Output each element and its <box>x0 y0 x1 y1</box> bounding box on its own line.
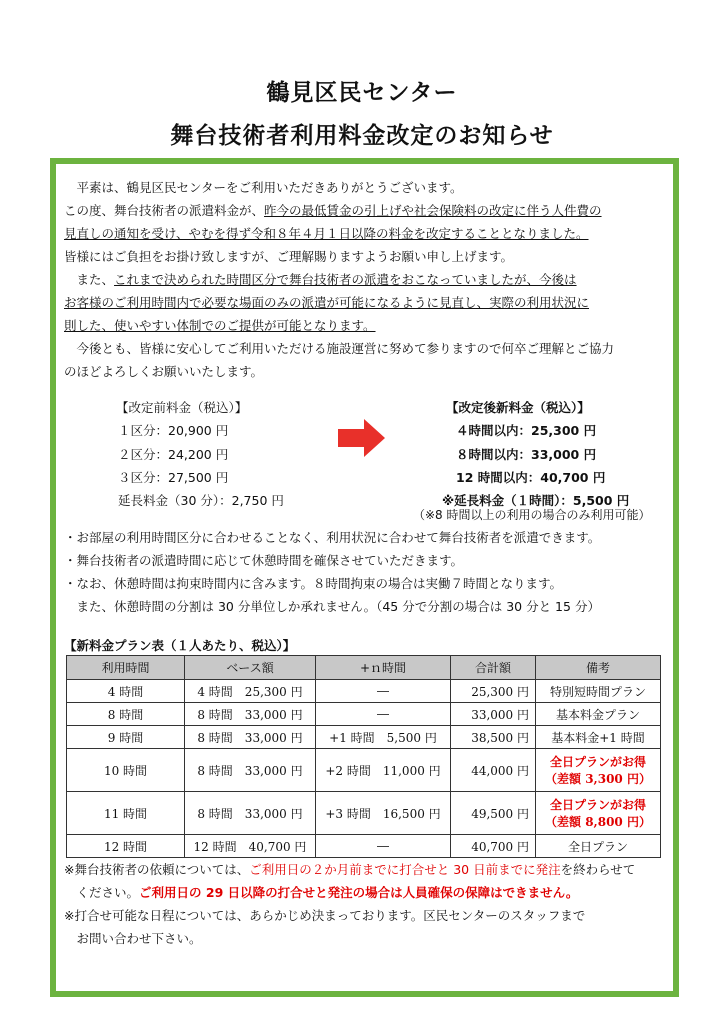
page-subtitle: 舞台技術者利用料金改定のお知らせ <box>170 123 554 149</box>
footer-line-3: ※打合せ可能な日程については、あらかじめ決まっております。区民センターのスタッフまで <box>64 908 586 923</box>
new-fee-item: ４時間以内：25,300 円 <box>456 423 597 439</box>
table-caption: 【新料金プラン表（１人あたり、税込）】 <box>64 638 296 653</box>
table-row <box>67 792 661 835</box>
cell-plus: ― <box>316 680 451 703</box>
old-fee-item: 延長料金（30 分）：2,750 円 <box>118 493 284 509</box>
cell-note: 全日プラン <box>536 835 661 858</box>
cell-total: 44,000 円 <box>451 749 536 792</box>
footer-notes <box>64 858 635 950</box>
intro-line-5a: また、 <box>76 272 115 287</box>
extension-note: （※8 時間以上の利用の場合のみ利用可能） <box>413 508 651 522</box>
intro-line-3: 見直しの通知を受け、やむを得ず令和８年４月１日以降の料金を改定することとなりました。 <box>64 226 589 241</box>
old-fee-item: ２区分：24,200 円 <box>118 446 229 462</box>
intro-paragraph <box>64 176 614 383</box>
note-diff: （差額 8,800 円） <box>545 815 651 829</box>
old-fees <box>116 396 284 512</box>
table-row <box>67 749 661 792</box>
old-fee-item: １区分：20,900 円 <box>118 423 229 439</box>
cell-plus: ― <box>316 703 451 726</box>
cell-time: 12 時間 <box>67 835 185 858</box>
footer-line-4: お問い合わせ下さい。 <box>64 931 202 946</box>
cell-base: 8 時間 33,000 円 <box>185 792 316 835</box>
page-title: 鶴見区民センター <box>266 80 458 106</box>
intro-line-4: 皆様にはご負担をお掛け致しますが、ご理解賜りますようお願い申し上げます。 <box>64 249 514 264</box>
footer-line-1b: ご利用日の２か月前までに打合せと 30 日前までに発注 <box>249 862 561 877</box>
table-row <box>67 726 661 749</box>
cell-total: 38,500 円 <box>451 726 536 749</box>
intro-line-7: 則した、使いやすい体制でのご提供が可能となります。 <box>64 318 376 333</box>
bullet-item: ・お部屋の利用時間区分に合わせることなく、利用状況に合わせて舞台技術者を派遣できます。 <box>64 530 601 545</box>
footer-line-2a: ください。 <box>64 885 140 900</box>
note-diff: （差額 3,300 円） <box>545 772 651 786</box>
cell-time: 9 時間 <box>67 726 185 749</box>
bullet-item: ・舞台技術者の派遣時間に応じて休憩時間を確保させていただきます。 <box>64 553 464 568</box>
header-cell: +ｎ時間 <box>316 656 451 680</box>
cell-note: 基本料金+1 時間 <box>536 726 661 749</box>
new-fees-heading: 【改定後新料金（税込）】 <box>446 400 590 415</box>
intro-line-8: 今後とも、皆様に安心してご利用いただける施設運営に努めて参りますので何卒ご理解とご協力 <box>76 341 615 356</box>
footer-line-1c: を終わらせて <box>560 862 636 877</box>
cell-time: 10 時間 <box>67 749 185 792</box>
header-cell: ベース額 <box>185 656 316 680</box>
new-fee-item: ※延長料金（１時間）：5,500 円 <box>442 493 630 509</box>
intro-line-5b: これまで決められた時間区分で舞台技術者の派遣をおこなっていましたが、今後は <box>114 272 577 287</box>
cell-note <box>536 792 661 835</box>
cell-plus: ― <box>316 835 451 858</box>
note-line: 全日プランがお得 <box>549 798 646 812</box>
intro-line-9: のほどよろしくお願いいたします。 <box>64 364 264 379</box>
footer-line-1a: ※舞台技術者の依頼については、 <box>64 862 250 877</box>
new-fees <box>440 396 629 512</box>
new-fee-item: 12 時間以内：40,700 円 <box>456 469 606 485</box>
bullet-list <box>64 526 600 618</box>
cell-plus: +3 時間 16,500 円 <box>316 792 451 835</box>
intro-line-2a: この度、舞台技術者の派遣料金が、 <box>64 203 265 218</box>
bullet-item: ・なお、休憩時間は拘束時間内に含みます。８時間拘束の場合は実働７時間となります。 <box>64 576 563 591</box>
old-fee-item: ３区分：27,500 円 <box>118 469 229 485</box>
cell-time: 8 時間 <box>67 703 185 726</box>
cell-note: 基本料金プラン <box>536 703 661 726</box>
plan-table <box>66 655 661 858</box>
cell-note: 特別短時間プラン <box>536 680 661 703</box>
intro-line-1: 平素は、鶴見区民センターをご利用いただきありがとうございます。 <box>76 180 463 195</box>
header-cell: 合計額 <box>451 656 536 680</box>
right-arrow-icon <box>338 419 386 457</box>
cell-total: 25,300 円 <box>451 680 536 703</box>
cell-base: 8 時間 33,000 円 <box>185 726 316 749</box>
cell-base: 4 時間 25,300 円 <box>185 680 316 703</box>
cell-base: 8 時間 33,000 円 <box>185 749 316 792</box>
header-cell: 備考 <box>536 656 661 680</box>
cell-total: 40,700 円 <box>451 835 536 858</box>
footer-line-2b: ご利用日の 29 日以降の打合せと発注の場合は人員確保の保障はできません。 <box>139 885 579 900</box>
header-cell: 利用時間 <box>67 656 185 680</box>
cell-base: 12 時間 40,700 円 <box>185 835 316 858</box>
bullet-item: また、休憩時間の分割は 30 分単位しか承れません。（45 分で分割の場合は 30 分と 15 分） <box>64 599 600 614</box>
cell-base: 8 時間 33,000 円 <box>185 703 316 726</box>
cell-total: 33,000 円 <box>451 703 536 726</box>
note-line: 全日プランがお得 <box>549 755 646 769</box>
cell-note <box>536 749 661 792</box>
table-header-row <box>67 656 661 680</box>
new-fee-item: ８時間以内：33,000 円 <box>456 446 597 462</box>
old-fees-heading: 【改定前料金（税込）】 <box>116 400 248 415</box>
table-row <box>67 703 661 726</box>
intro-line-6: お客様のご利用時間内で必要な場面のみの派遣が可能になるように見直し、実際の利用状況に <box>64 295 590 310</box>
intro-line-2b: 昨今の最低賃金の引上げや社会保険料の改定に伴う人件費の <box>264 203 602 218</box>
cell-plus: +2 時間 11,000 円 <box>316 749 451 792</box>
cell-plus: +1 時間 5,500 円 <box>316 726 451 749</box>
cell-time: 4 時間 <box>67 680 185 703</box>
table-row <box>67 680 661 703</box>
table-row <box>67 835 661 858</box>
cell-total: 49,500 円 <box>451 792 536 835</box>
cell-time: 11 時間 <box>67 792 185 835</box>
